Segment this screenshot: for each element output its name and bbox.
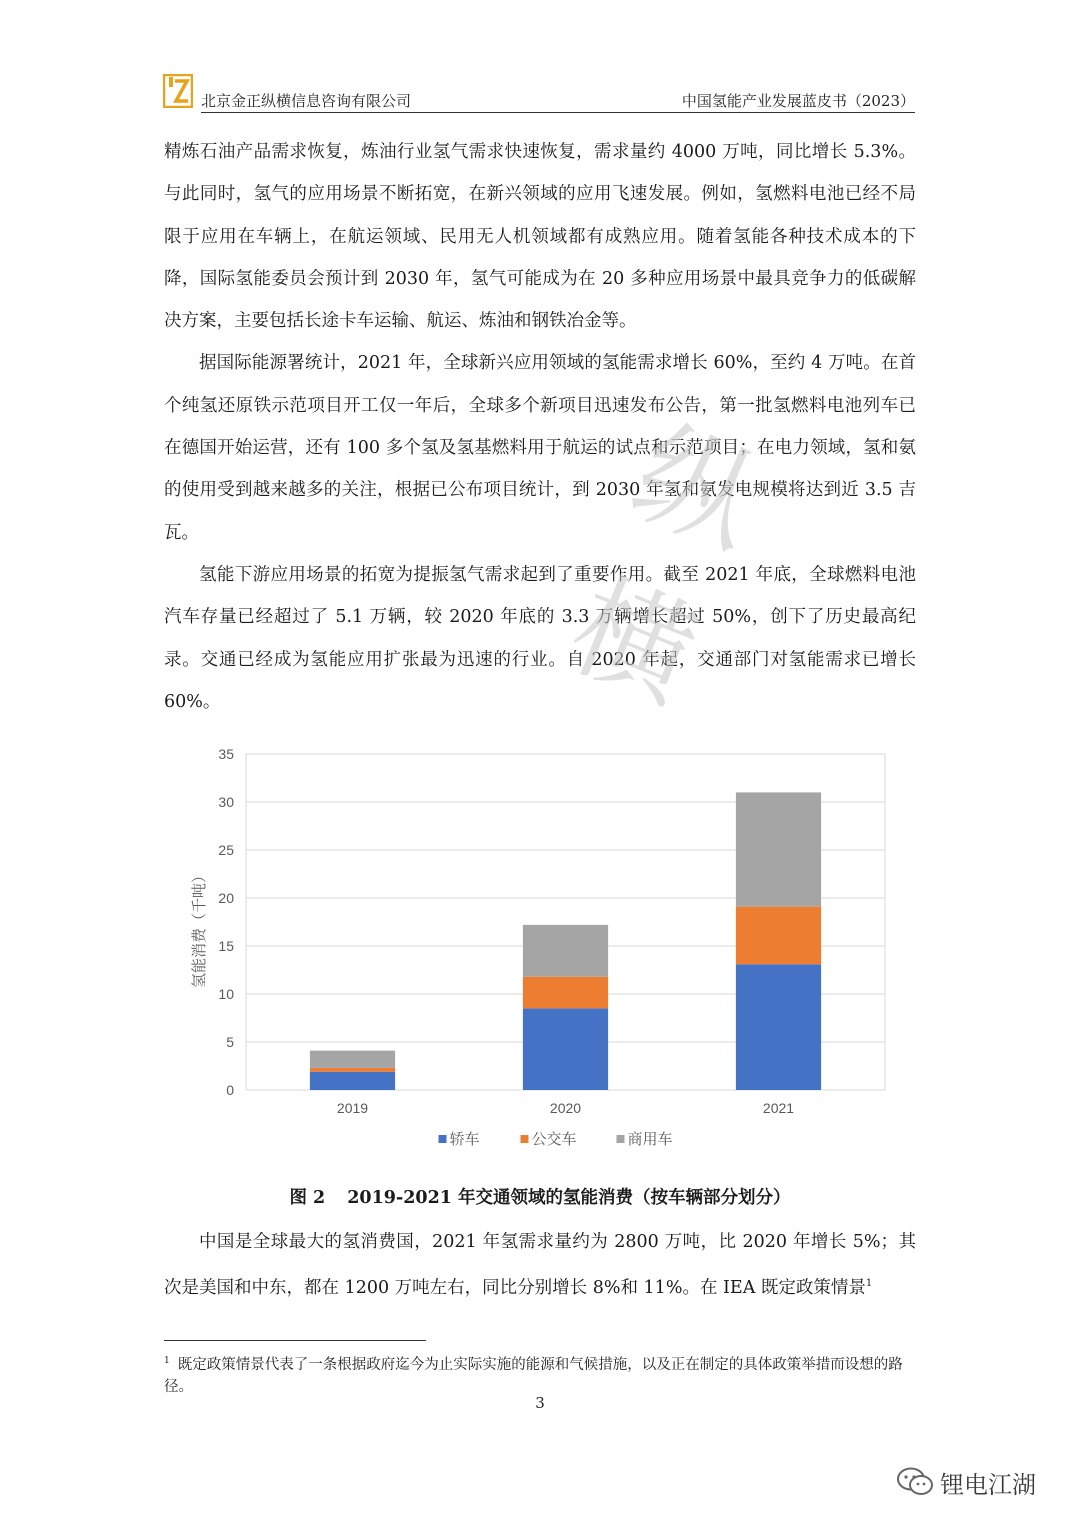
paragraph-4: 中国是全球最大的氢消费国，2021 年氢需求量约为 2800 万吨，比 2020 年增长 5%；其次是美国和中东，都在 1200 万吨左右，同比分别增长 8%和 11%。在 IEA 既定政策情景$^1$ xyxy=(164,1232,916,1299)
y-tick-label: 25 xyxy=(218,842,234,858)
bar-segment xyxy=(523,925,608,977)
y-tick-label: 0 xyxy=(226,1082,234,1098)
x-tick-labels xyxy=(337,1100,794,1116)
legend-label: 商用车 xyxy=(627,1131,673,1148)
bar-segment xyxy=(310,1068,395,1072)
header-rule xyxy=(201,112,915,113)
bar-segment xyxy=(310,1072,395,1090)
legend-swatch xyxy=(521,1135,529,1143)
y-tick-labels xyxy=(218,746,234,1098)
y-tick-label: 15 xyxy=(218,938,234,954)
y-tick-label: 30 xyxy=(218,794,234,810)
paragraph-2: 据国际能源署统计，2021 年，全球新兴应用领域的氢能需求增长 60%，至约 4 万吨。在首个纯氢还原铁示范项目开工仅一年后，全球多个新项目迅速发布公告，第一批氢燃料电池列车已在德国开始运营，还有 100 多个氢及氢基燃料用于航运的试点和示范项目；在电力领域，氢和氨的使用受到越来越多的关注，根据已公布项目统计，到 2030 年氢和氨发电规模将达到近 3.5 吉瓦。 xyxy=(164,353,916,543)
y-tick-label: 5 xyxy=(226,1034,234,1050)
bars xyxy=(310,792,821,1090)
legend-label: 轿车 xyxy=(449,1131,480,1148)
company-name: 北京金正纵横信息咨询有限公司 xyxy=(201,92,412,110)
bar-segment xyxy=(736,907,821,965)
body-text-bottom xyxy=(164,1221,916,1309)
wechat-account-name: 锂电江湖 xyxy=(940,1471,1036,1499)
bar-segment xyxy=(736,964,821,1090)
footnote-text: 既定政策情景代表了一条根据政府迄今为止实际实施的能源和气候措施，以及正在制定的具体政策举措而设想的路径。 xyxy=(164,1356,903,1395)
legend-swatch xyxy=(617,1135,625,1143)
bar-segment xyxy=(523,977,608,1009)
legend xyxy=(439,1131,673,1148)
footnote-reference[interactable]: 1 xyxy=(865,1278,873,1290)
x-tick-label: 2019 xyxy=(336,1100,369,1116)
figure-title: 2019-2021 年交通领域的氢能消费（按车辆部分划分） xyxy=(347,1188,791,1208)
legend-label: 公交车 xyxy=(531,1131,577,1148)
paragraph-1: 精炼石油产品需求恢复，炼油行业氢气需求快速恢复，需求量约 4000 万吨，同比增长 5.3%。与此同时，氢气的应用场景不断拓宽，在新兴领域的应用飞速发展。例如，氢燃料电池已经不局限于应用在车辆上，在航运领域、民用无人机领域都有成熟应用。随着氢能各种技术成本的下降，国际氢能委员会预计到 2030 年，氢气可能成为在 20 多种应用场景中最具竞争力的低碳解决方案，主要包括长途卡车运输、航运、炼油和钢铁冶金等。 xyxy=(164,142,916,332)
wechat-badge[interactable] xyxy=(896,1462,1056,1502)
x-tick-label: 2020 xyxy=(549,1100,582,1116)
bar-segment xyxy=(523,1008,608,1090)
bar-segment xyxy=(310,1051,395,1068)
body-text-top xyxy=(164,131,916,723)
chart-svg xyxy=(180,742,900,1162)
y-tick-label: 35 xyxy=(218,746,234,762)
bar-segment xyxy=(736,792,821,906)
document-title: 中国氢能产业发展蓝皮书（2023） xyxy=(681,92,915,110)
figure-caption xyxy=(164,1184,916,1209)
company-logo-icon xyxy=(163,74,193,108)
x-tick-label: 2021 xyxy=(762,1100,795,1116)
y-tick-label: 20 xyxy=(218,890,234,906)
watermark: 纵 横 xyxy=(553,402,777,728)
page-number: 3 xyxy=(535,1394,545,1412)
figure-number: 图 2 xyxy=(289,1188,326,1208)
y-axis-label: 氢能消费（千吨） xyxy=(191,867,208,989)
footnote-rule xyxy=(164,1340,426,1341)
paragraph-3: 氢能下游应用场景的拓宽为提振氢气需求起到了重要作用。截至 2021 年底，全球燃料电池汽车存量已经超过了 5.1 万辆，较 2020 年底的 3.3 万辆增长超过 50%，创下了历史最高纪录。交通已经成为氢能应用扩张最为迅速的行业。自 2020 年起，交通部门对氢能需求已增长 60%。 xyxy=(164,564,916,712)
wechat-icon xyxy=(896,1466,934,1498)
y-tick-label: 10 xyxy=(218,986,234,1002)
footnote xyxy=(164,1350,916,1398)
footnote-marker: 1 xyxy=(164,1356,170,1366)
page-header xyxy=(163,74,915,116)
hydrogen-consumption-chart xyxy=(180,742,900,1162)
legend-swatch xyxy=(439,1135,447,1143)
